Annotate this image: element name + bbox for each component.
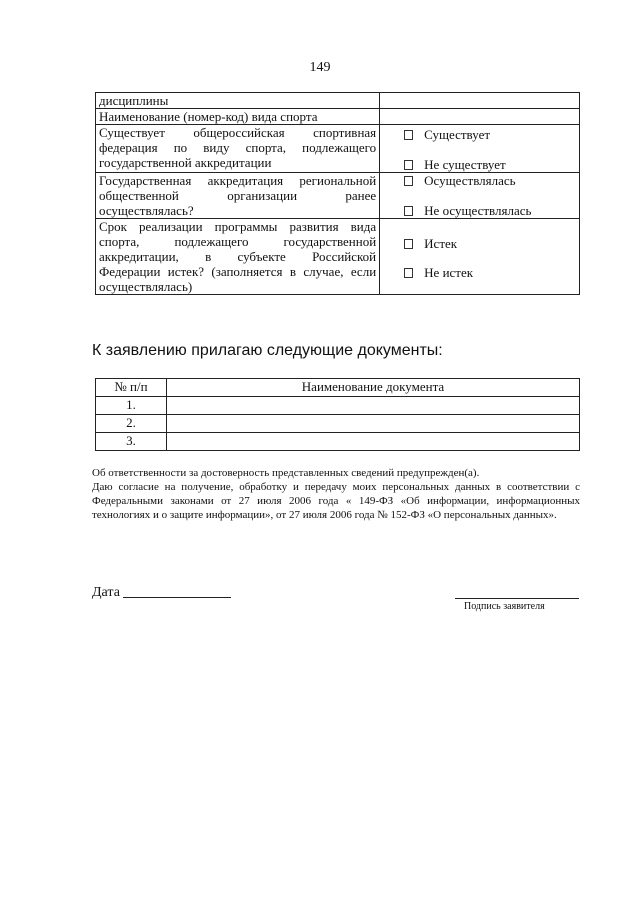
- page-number: 149: [309, 60, 331, 75]
- question-text: Наименование (номер-код) вида спорта: [99, 109, 318, 124]
- answer-cell[interactable]: [380, 109, 580, 125]
- question-line: осуществлялась?: [99, 203, 194, 218]
- question-line: Федерации истек? (заполняется в случае, если: [99, 264, 377, 279]
- date-label: Дата: [92, 585, 120, 600]
- table-row: [96, 219, 580, 295]
- date-field: [92, 585, 231, 601]
- date-input-line[interactable]: [123, 597, 231, 598]
- table-header-row: [96, 379, 580, 397]
- answer-cell: [380, 125, 580, 173]
- question-line: Государственная аккредитация региональной: [99, 173, 377, 188]
- documents-table: [95, 378, 580, 451]
- question-line: спорта, подлежащего государственной: [99, 234, 377, 249]
- table-row: [96, 93, 580, 109]
- option-label: Существует: [424, 127, 491, 142]
- question-line: государственной аккредитации: [99, 155, 272, 170]
- question-cell: [96, 125, 380, 173]
- documents-heading: К заявлению прилагаю следующие документы:: [92, 342, 443, 359]
- question-line: Срок реализации программы развития вида: [99, 219, 377, 234]
- table-row: [96, 397, 580, 415]
- table-row: [96, 415, 580, 433]
- question-cell: [96, 173, 380, 219]
- option-expired[interactable]: [404, 236, 579, 251]
- option-not-exists[interactable]: [404, 157, 579, 172]
- checkbox-icon[interactable]: [404, 176, 413, 186]
- column-header: Наименование документа: [167, 379, 580, 397]
- row-number: 3.: [96, 433, 167, 451]
- table-row: [96, 125, 580, 173]
- column-header: № п/п: [96, 379, 167, 397]
- accreditation-info-table: [95, 92, 580, 295]
- table-row: [96, 109, 580, 125]
- question-cell: [96, 93, 380, 109]
- option-label: Осуществлялась: [424, 173, 516, 188]
- question-line: осуществлялась): [99, 279, 193, 294]
- option-exists[interactable]: [404, 127, 579, 142]
- checkbox-icon[interactable]: [404, 268, 413, 278]
- option-not-expired[interactable]: [404, 265, 579, 280]
- question-text: дисциплины: [99, 93, 169, 108]
- consent-text: Даю согласие на получение, обработку и передачу моих персональных данных в соответствии с Федеральными законами от 27 июля 2006 года « 149-ФЗ «Об информации, информационных технологиях и о защите информации», от 27 июля 2006 года № 152-ФЗ «О персональных данных».: [92, 481, 580, 521]
- option-label: Не истек: [424, 265, 474, 280]
- responsibility-text: Об ответственности за достоверность представленных сведений предупрежден(а).: [92, 467, 480, 479]
- option-was-not-accredited[interactable]: [404, 203, 579, 218]
- checkbox-icon[interactable]: [404, 206, 413, 216]
- signature-label: Подпись заявителя: [464, 601, 545, 612]
- option-label: Не осуществлялась: [424, 203, 532, 218]
- question-line: федерация по виду спорта, подлежащего: [99, 140, 377, 155]
- answer-cell: [380, 93, 580, 109]
- checkbox-icon[interactable]: [404, 130, 413, 140]
- consent-statement: [92, 466, 580, 522]
- table-row: [96, 433, 580, 451]
- table-row: [96, 173, 580, 219]
- question-line: аккредитации, в субъекте Российской: [99, 249, 377, 264]
- checkbox-icon[interactable]: [404, 239, 413, 249]
- question-cell: [96, 219, 380, 295]
- row-number: 2.: [96, 415, 167, 433]
- option-label: Не существует: [424, 157, 506, 172]
- option-was-accredited[interactable]: [404, 173, 579, 188]
- option-label: Истек: [424, 236, 458, 251]
- document-name-cell[interactable]: [167, 433, 580, 451]
- row-number: 1.: [96, 397, 167, 415]
- signature-line[interactable]: [455, 598, 579, 599]
- question-cell: [96, 109, 380, 125]
- answer-cell: [380, 219, 580, 295]
- document-name-cell[interactable]: [167, 397, 580, 415]
- answer-cell: [380, 173, 580, 219]
- question-line: Существует общероссийская спортивная: [99, 125, 377, 140]
- checkbox-icon[interactable]: [404, 160, 413, 170]
- question-line: общественной организации ранее: [99, 188, 377, 203]
- document-name-cell[interactable]: [167, 415, 580, 433]
